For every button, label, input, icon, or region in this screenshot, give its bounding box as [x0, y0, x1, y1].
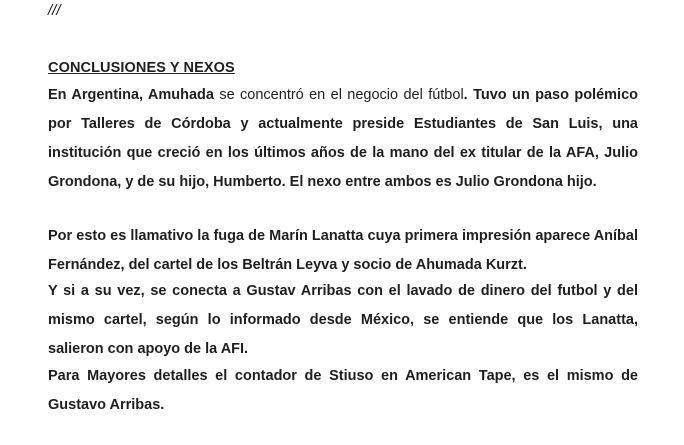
page-marker: ///	[48, 2, 61, 19]
paragraph-stiuso-text: Para Mayores detalles el contador de Stiuso en American Tape, es el mismo de Gustavo Arribas.	[48, 368, 638, 413]
paragraph-arribas	[48, 277, 638, 364]
paragraph-lanatta-text: Por esto es llamativo la fuga de Marín Lanatta cuya primera impresión aparece Aníbal Fernández, del cartel de los Beltrán Leyva y socio de Ahumada Kurzt.	[48, 228, 638, 273]
paragraph-amuhada-regular: se concentró en el negocio del fútbol	[213, 87, 464, 103]
paragraph-lanatta	[48, 222, 638, 280]
paragraph-amuhada-lead: En Argentina, Amuhada	[48, 87, 214, 103]
paragraph-amuhada-rest: . Tuvo un paso polémico por Talleres de Córdoba y actualmente preside Estudiantes de San Luis, una institución que creció en los últimos años de la mano del ex titular de la AFA, Julio Grondona, y de su hijo, Humberto. El nexo entre ambos es Julio Grondona hijo.	[48, 87, 638, 190]
paragraph-amuhada	[48, 81, 638, 197]
paragraph-arribas-text: Y si a su vez, se conecta a Gustav Arribas con el lavado de dinero del futbol y del mismo cartel, según lo informado desde México, se entiende que los Lanatta, salieron con apoyo de la AFI.	[48, 283, 638, 357]
section-heading: CONCLUSIONES Y NEXOS	[48, 60, 235, 76]
paragraph-stiuso	[48, 362, 638, 420]
